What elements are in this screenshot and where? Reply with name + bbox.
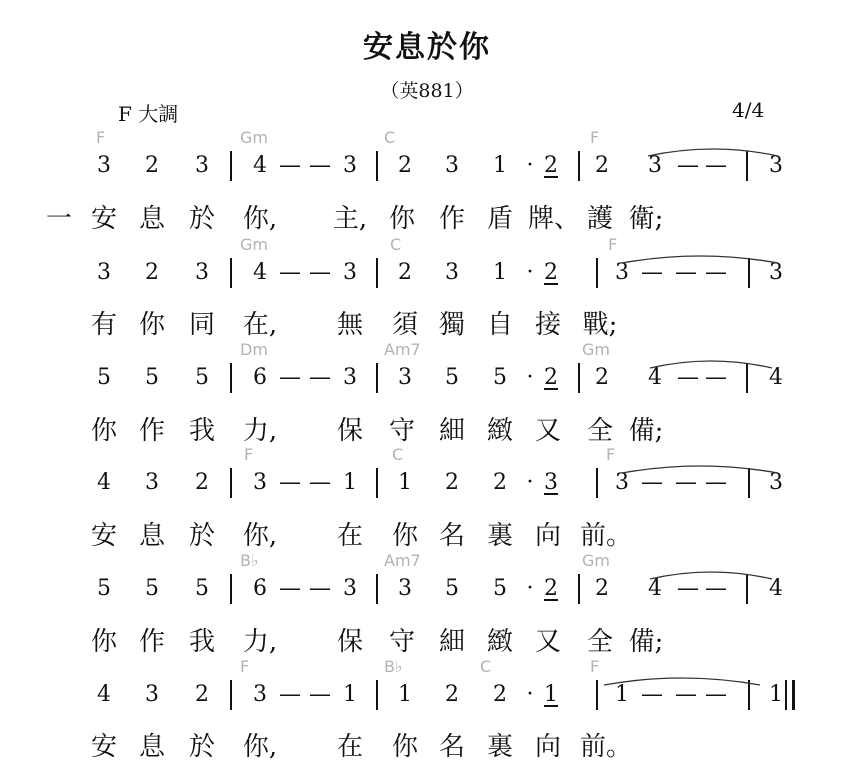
bar-line — [230, 574, 232, 604]
lyric-char: 又 — [534, 416, 561, 446]
note: 5 — [195, 576, 209, 601]
note: 1 — [769, 682, 783, 707]
chord-symbol: Am7 — [384, 340, 421, 359]
lyric-char: 作 — [138, 416, 165, 446]
lyric-char: 裏 — [486, 521, 513, 551]
note: 3 — [343, 153, 357, 178]
lyric-char: 你 — [391, 732, 418, 762]
duration-dash: — — [705, 682, 727, 707]
chord-symbol: F — [590, 657, 600, 676]
bar-line — [748, 258, 750, 288]
lyric-char: 保 — [336, 416, 363, 446]
time-signature: 4/4 — [732, 98, 765, 122]
duration-dash: — — [705, 260, 727, 285]
bar-line — [578, 574, 580, 604]
chord-symbol: C — [384, 128, 396, 147]
lyric-char: 無 — [336, 310, 363, 340]
lyric-char: 接 — [534, 310, 561, 340]
lyric-char: 在 — [336, 521, 363, 551]
bar-line — [376, 468, 378, 498]
lyric-char: 守 — [388, 627, 415, 657]
duration-dash: — — [279, 365, 301, 390]
lyric-char: 我 — [188, 416, 215, 446]
lyric-char: 獨 — [438, 310, 465, 340]
lyric-char: 於 — [188, 521, 215, 551]
note: 3 — [253, 470, 267, 495]
note: 5 — [195, 365, 209, 390]
bar-line — [748, 468, 750, 498]
duration-dash: — — [705, 470, 727, 495]
note: · — [526, 470, 534, 495]
duration-dash: — — [279, 682, 301, 707]
note: 2 — [398, 153, 412, 178]
note: 5 — [97, 576, 111, 601]
lyric-char: 全 — [586, 416, 613, 446]
note: 3 — [398, 576, 412, 601]
note: 1 — [544, 682, 558, 707]
note: 2 — [544, 365, 558, 390]
bar-line — [746, 363, 748, 393]
note: 3 — [445, 260, 459, 285]
note: 3 — [145, 682, 159, 707]
lyric-char: 於 — [188, 204, 215, 234]
lyric-char: 主, — [332, 204, 368, 234]
note: 2 — [544, 576, 558, 601]
note: 2 — [445, 682, 459, 707]
note: 1 — [343, 682, 357, 707]
note: 2 — [544, 260, 558, 285]
note: 2 — [595, 576, 609, 601]
lyric-char: 息 — [138, 521, 165, 551]
note: 3 — [97, 153, 111, 178]
note: 4 — [769, 576, 783, 601]
note: 2 — [195, 682, 209, 707]
note: 4 — [253, 260, 267, 285]
chord-symbol: F — [244, 445, 254, 464]
note: 4 — [648, 576, 662, 601]
duration-dash: — — [641, 682, 663, 707]
bar-line — [230, 258, 232, 288]
note: · — [526, 682, 534, 707]
duration-dash: — — [705, 153, 727, 178]
duration-dash: — — [677, 365, 699, 390]
note: · — [526, 365, 534, 390]
duration-dash: — — [309, 153, 331, 178]
bar-line — [746, 151, 748, 181]
lyric-char: 名 — [438, 521, 465, 551]
note: 3 — [343, 576, 357, 601]
note: 5 — [493, 576, 507, 601]
note: 5 — [493, 365, 507, 390]
lyric-char: 你, — [242, 204, 278, 234]
bar-line — [376, 574, 378, 604]
lyric-char: 全 — [586, 627, 613, 657]
song-subtitle: （英881） — [380, 80, 474, 102]
note: 1 — [493, 260, 507, 285]
lyric-char: 你, — [242, 732, 278, 762]
bar-line — [230, 468, 232, 498]
bar-line — [596, 680, 598, 710]
note: · — [526, 153, 534, 178]
duration-dash: — — [705, 576, 727, 601]
chord-symbol: Dm — [240, 340, 268, 359]
bar-line — [376, 258, 378, 288]
lyric-char: 備; — [628, 416, 664, 446]
chord-symbol: C — [390, 235, 402, 254]
note: 3 — [97, 260, 111, 285]
note: 2 — [595, 153, 609, 178]
bar-line — [376, 151, 378, 181]
lyric-char: 名 — [438, 732, 465, 762]
lyric-char: 你 — [388, 204, 415, 234]
note: 3 — [615, 260, 629, 285]
lyric-char: 安 — [90, 204, 117, 234]
note: 2 — [493, 682, 507, 707]
lyric-char: 緻 — [486, 627, 513, 657]
bar-line — [748, 680, 750, 710]
duration-dash: — — [309, 576, 331, 601]
song-title: 安息於你 — [363, 30, 491, 65]
chord-symbol: Gm — [240, 235, 268, 254]
note: 3 — [343, 365, 357, 390]
chord-symbol: B♭ — [240, 551, 259, 570]
note: 2 — [398, 260, 412, 285]
chord-symbol: C — [480, 657, 492, 676]
note: 3 — [195, 260, 209, 285]
lyric-char: 前。 — [580, 521, 633, 551]
note: 3 — [769, 153, 783, 178]
note: 4 — [648, 365, 662, 390]
duration-dash: — — [675, 470, 697, 495]
duration-dash: — — [677, 153, 699, 178]
lyric-char: 息 — [138, 204, 165, 234]
duration-dash: — — [641, 470, 663, 495]
duration-dash: — — [279, 470, 301, 495]
note: 3 — [769, 470, 783, 495]
lyric-char: 力, — [242, 416, 278, 446]
lyric-char: 安 — [90, 521, 117, 551]
bar-line — [578, 363, 580, 393]
duration-dash: — — [309, 470, 331, 495]
lyric-char: 在, — [242, 310, 278, 340]
lyric-char: 有 — [90, 310, 117, 340]
note: 2 — [445, 470, 459, 495]
note: 1 — [398, 470, 412, 495]
note: 1 — [493, 153, 507, 178]
note: 6 — [253, 576, 267, 601]
note: 3 — [615, 470, 629, 495]
chord-symbol: B♭ — [384, 657, 403, 676]
duration-dash: — — [279, 576, 301, 601]
lyric-char: 牌、 — [528, 204, 581, 234]
bar-line — [746, 574, 748, 604]
lyric-char: 你 — [90, 416, 117, 446]
note: 2 — [145, 153, 159, 178]
note: 5 — [145, 365, 159, 390]
lyric-char: 息 — [138, 732, 165, 762]
bar-line — [230, 151, 232, 181]
lyric-char: 細 — [438, 416, 465, 446]
duration-dash: — — [309, 365, 331, 390]
chord-symbol: F — [608, 235, 618, 254]
note: 5 — [445, 576, 459, 601]
note: 2 — [544, 153, 558, 178]
lyric-char: 作 — [438, 204, 465, 234]
duration-dash: — — [641, 260, 663, 285]
chord-symbol: F — [96, 128, 106, 147]
chord-symbol: F — [240, 657, 250, 676]
key-signature: F 大調 — [118, 102, 179, 126]
chord-symbol: Gm — [240, 128, 268, 147]
lyric-char: 你 — [138, 310, 165, 340]
bar-line — [596, 258, 598, 288]
lyric-char: 你, — [242, 521, 278, 551]
note: 3 — [544, 470, 558, 495]
duration-dash: — — [279, 260, 301, 285]
lyric-char: 盾 — [486, 204, 513, 234]
note: 3 — [648, 153, 662, 178]
duration-dash: — — [309, 260, 331, 285]
note: 4 — [769, 365, 783, 390]
note: 1 — [398, 682, 412, 707]
chord-symbol: C — [392, 445, 404, 464]
bar-line — [596, 468, 598, 498]
lyric-char: 向 — [534, 521, 561, 551]
duration-dash: — — [705, 365, 727, 390]
lyric-char: 須 — [391, 310, 418, 340]
lyric-char: 前。 — [580, 732, 633, 762]
lyric-char: 守 — [388, 416, 415, 446]
chord-symbol: F — [606, 445, 616, 464]
note: 3 — [253, 682, 267, 707]
duration-dash: — — [675, 260, 697, 285]
lyric-char: 你 — [90, 627, 117, 657]
note: 1 — [343, 470, 357, 495]
note: 4 — [253, 153, 267, 178]
lyric-char: 保 — [336, 627, 363, 657]
note: 5 — [445, 365, 459, 390]
note: 3 — [398, 365, 412, 390]
final-bar-line — [792, 680, 795, 710]
note: 3 — [343, 260, 357, 285]
note: 3 — [445, 153, 459, 178]
note: · — [526, 576, 534, 601]
note: 4 — [97, 682, 111, 707]
note: 3 — [195, 153, 209, 178]
lyric-char: 在 — [336, 732, 363, 762]
bar-line — [230, 363, 232, 393]
lyric-char: 同 — [188, 310, 215, 340]
note: · — [526, 260, 534, 285]
lyric-char: 備; — [628, 627, 664, 657]
lyric-char: 自 — [486, 310, 513, 340]
note: 3 — [769, 260, 783, 285]
bar-line — [376, 680, 378, 710]
lyric-char: 戰; — [582, 310, 618, 340]
lyric-char: 作 — [138, 627, 165, 657]
duration-dash: — — [309, 682, 331, 707]
note: 3 — [145, 470, 159, 495]
lyric-char: 向 — [534, 732, 561, 762]
note: 2 — [595, 365, 609, 390]
note: 1 — [615, 682, 629, 707]
lyric-char: 又 — [534, 627, 561, 657]
lyric-char: 你 — [391, 521, 418, 551]
bar-line — [578, 151, 580, 181]
note: 2 — [195, 470, 209, 495]
final-bar-line — [785, 680, 787, 710]
note: 2 — [145, 260, 159, 285]
lyric-char: 衛; — [628, 204, 664, 234]
note: 2 — [493, 470, 507, 495]
lyric-char: 細 — [438, 627, 465, 657]
bar-line — [230, 680, 232, 710]
note: 4 — [97, 470, 111, 495]
duration-dash: — — [677, 576, 699, 601]
note: 6 — [253, 365, 267, 390]
chord-symbol: Am7 — [384, 551, 421, 570]
lyric-char: 裏 — [486, 732, 513, 762]
note: 5 — [145, 576, 159, 601]
duration-dash: — — [279, 153, 301, 178]
chord-symbol: Gm — [582, 340, 610, 359]
lead-dash: 一 — [46, 204, 73, 234]
bar-line — [376, 363, 378, 393]
duration-dash: — — [675, 682, 697, 707]
lyric-char: 於 — [188, 732, 215, 762]
chord-symbol: F — [590, 128, 600, 147]
lyric-char: 力, — [242, 627, 278, 657]
lyric-char: 我 — [188, 627, 215, 657]
chord-symbol: Gm — [582, 551, 610, 570]
lyric-char: 安 — [90, 732, 117, 762]
lyric-char: 緻 — [486, 416, 513, 446]
lyric-char: 護 — [586, 204, 613, 234]
note: 5 — [97, 365, 111, 390]
